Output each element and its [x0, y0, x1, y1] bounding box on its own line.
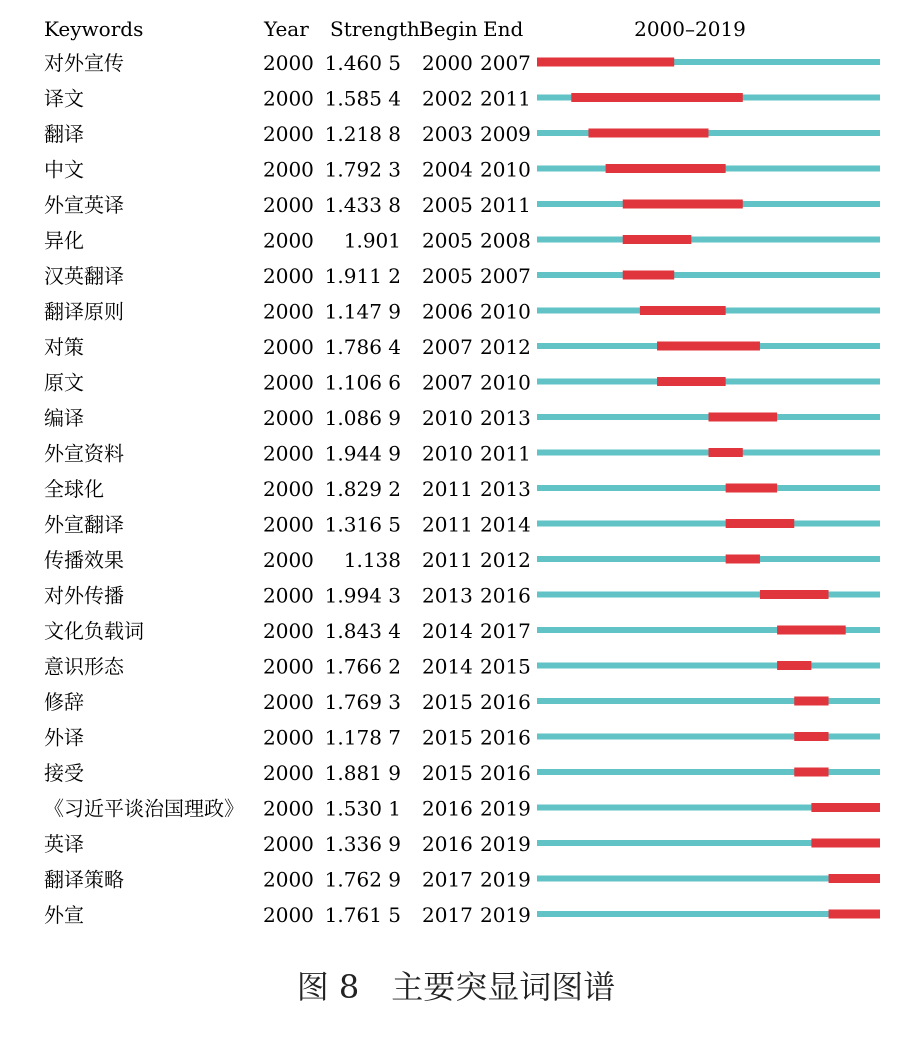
table-row: [44, 229, 880, 253]
row-strength: 1.433 8: [324, 193, 401, 217]
row-begin: 2015: [422, 690, 473, 714]
row-keyword: 原文: [44, 370, 84, 395]
row-keyword: 外宣英译: [44, 193, 124, 217]
row-year: 2000: [263, 477, 314, 501]
table-row: [44, 477, 880, 501]
row-end: 2011: [480, 86, 531, 111]
row-begin: 2017: [422, 903, 473, 927]
row-begin: 2013: [422, 583, 473, 608]
row-strength: 1.106 6: [324, 370, 401, 395]
burst-bar: [588, 129, 708, 138]
table-row: [44, 548, 880, 572]
burst-bar: [623, 271, 674, 280]
row-strength: 1.218 8: [324, 122, 401, 146]
timeline-bar: [537, 485, 880, 491]
table-row: [44, 619, 880, 643]
row-end: 2019: [480, 903, 531, 927]
row-year: 2000: [263, 796, 314, 821]
row-year: 2000: [263, 370, 314, 395]
row-end: 2010: [480, 299, 531, 324]
row-strength: 1.944 9: [324, 441, 401, 466]
row-end: 2016: [480, 690, 531, 714]
row-keyword: 修辞: [44, 690, 84, 714]
row-begin: 2005: [422, 193, 473, 217]
table-row: [44, 868, 880, 892]
row-year: 2000: [263, 441, 314, 466]
row-strength: 1.530 1: [324, 796, 401, 821]
row-year: 2000: [263, 654, 314, 679]
row-strength: 1.786 4: [324, 335, 401, 359]
row-year: 2000: [263, 690, 314, 714]
row-year: 2000: [263, 832, 314, 856]
row-strength: 1.138: [343, 548, 401, 572]
row-strength: 1.761 5: [324, 903, 401, 927]
row-begin: 2007: [422, 335, 473, 359]
row-year: 2000: [263, 583, 314, 608]
row-year: 2000: [263, 193, 314, 217]
burst-bar: [794, 732, 828, 741]
row-year: 2000: [263, 86, 314, 111]
row-end: 2019: [480, 796, 531, 821]
table-row: [44, 584, 880, 608]
row-end: 2019: [480, 832, 531, 856]
burst-bar: [811, 803, 880, 812]
burst-bar: [640, 306, 726, 315]
burst-bar: [811, 839, 880, 848]
burst-bar: [537, 58, 674, 67]
table-row: [44, 442, 880, 466]
row-begin: 2016: [422, 796, 473, 821]
row-begin: 2011: [422, 477, 473, 501]
row-keyword: 全球化: [44, 477, 104, 501]
timeline-bar: [537, 663, 880, 669]
row-keyword: 外宣翻译: [44, 512, 124, 537]
row-begin: 2010: [422, 406, 473, 430]
row-end: 2007: [480, 264, 531, 288]
row-keyword: 翻译原则: [44, 299, 124, 324]
table-row: [44, 264, 880, 288]
burst-bar: [709, 413, 778, 422]
row-end: 2016: [480, 761, 531, 785]
row-keyword: 英译: [44, 832, 84, 856]
row-end: 2012: [480, 548, 531, 572]
table-row: [44, 761, 880, 785]
table-row: [44, 726, 880, 750]
row-strength: 1.178 7: [324, 725, 401, 750]
row-begin: 2014: [422, 619, 473, 643]
row-end: 2011: [480, 193, 531, 217]
table-row: [44, 193, 880, 217]
header-end: End: [483, 17, 524, 41]
row-strength: 1.766 2: [324, 654, 401, 679]
row-begin: 2003: [422, 122, 473, 146]
burst-bar: [829, 874, 880, 883]
row-strength: 1.994 3: [324, 583, 401, 608]
timeline-bar: [537, 556, 880, 562]
row-strength: 1.336 9: [324, 832, 401, 856]
burst-bar: [606, 164, 726, 173]
row-year: 2000: [263, 548, 314, 572]
figure-caption: 图 8 主要突显词图谱: [296, 968, 616, 1006]
header-year: Year: [264, 17, 309, 41]
table-row: [44, 87, 880, 111]
row-year: 2000: [263, 335, 314, 359]
row-end: 2009: [480, 122, 531, 146]
row-strength: 1.316 5: [324, 512, 401, 537]
table-row: [44, 797, 880, 821]
row-begin: 2015: [422, 761, 473, 785]
row-begin: 2015: [422, 725, 473, 750]
row-strength: 1.147 9: [324, 299, 401, 324]
burst-bar: [777, 661, 811, 670]
timeline-bar: [537, 521, 880, 527]
row-strength: 1.881 9: [324, 761, 401, 785]
burst-bar: [829, 910, 880, 919]
row-strength: 1.086 9: [324, 406, 401, 430]
row-end: 2016: [480, 583, 531, 608]
timeline-bar: [537, 272, 880, 278]
row-year: 2000: [263, 157, 314, 182]
burst-bar: [760, 590, 829, 599]
table-row: [44, 655, 880, 679]
row-keyword: 文化负载词: [44, 619, 144, 643]
row-keyword: 外译: [44, 725, 84, 750]
row-year: 2000: [263, 264, 314, 288]
row-year: 2000: [263, 228, 314, 253]
row-keyword: 翻译: [44, 122, 84, 146]
row-keyword: 对策: [44, 335, 84, 359]
row-strength: 1.769 3: [324, 690, 401, 714]
burst-bar: [794, 768, 828, 777]
row-begin: 2000: [422, 51, 473, 75]
header-strength: Strength: [330, 17, 420, 41]
table-row: [44, 335, 880, 359]
burst-bar: [777, 626, 846, 635]
row-year: 2000: [263, 512, 314, 537]
row-strength: 1.792 3: [324, 157, 401, 182]
table-row: [44, 300, 880, 324]
row-keyword: 接受: [44, 761, 84, 785]
row-year: 2000: [263, 51, 314, 75]
burst-bar: [657, 342, 760, 351]
table-row: [44, 158, 880, 182]
row-keyword: 《习近平谈治国理政》: [44, 796, 244, 821]
row-begin: 2016: [422, 832, 473, 856]
row-begin: 2010: [422, 441, 473, 466]
row-year: 2000: [263, 619, 314, 643]
table-row: [44, 690, 880, 714]
burst-bar: [657, 377, 726, 386]
row-keyword: 外宣资料: [44, 441, 124, 466]
row-year: 2000: [263, 725, 314, 750]
row-end: 2013: [480, 477, 531, 501]
row-year: 2000: [263, 122, 314, 146]
table-row: [44, 513, 880, 537]
burst-bar: [709, 448, 743, 457]
row-strength: 1.762 9: [324, 867, 401, 892]
burst-bar: [726, 519, 795, 528]
header-range: 2000–2019: [634, 17, 746, 41]
table-row: [44, 406, 880, 430]
burst-bar: [726, 555, 760, 564]
row-begin: 2002: [422, 86, 473, 111]
table-row: [44, 903, 880, 927]
row-end: 2010: [480, 370, 531, 395]
row-keyword: 编译: [44, 406, 84, 430]
burst-bar: [726, 484, 777, 493]
burst-bar: [794, 697, 828, 706]
row-end: 2014: [480, 512, 531, 537]
burst-bar: [623, 235, 692, 244]
row-keyword: 中文: [44, 157, 84, 182]
timeline-bar: [537, 237, 880, 243]
table-row: [44, 371, 880, 395]
row-begin: 2004: [422, 157, 473, 182]
header-begin: Begin: [419, 17, 478, 41]
row-year: 2000: [263, 867, 314, 892]
header-keywords: Keywords: [44, 17, 144, 41]
row-strength: 1.829 2: [324, 477, 401, 501]
row-begin: 2005: [422, 228, 473, 253]
row-strength: 1.585 4: [324, 86, 401, 111]
row-end: 2010: [480, 157, 531, 182]
row-keyword: 翻译策略: [44, 867, 124, 892]
row-begin: 2007: [422, 370, 473, 395]
row-keyword: 对外传播: [44, 583, 124, 608]
burst-bar: [623, 200, 743, 209]
row-begin: 2006: [422, 299, 473, 324]
row-year: 2000: [263, 903, 314, 927]
row-begin: 2011: [422, 548, 473, 572]
row-strength: 1.901: [343, 228, 401, 253]
row-strength: 1.843 4: [324, 619, 401, 643]
row-end: 2011: [480, 441, 531, 466]
row-keyword: 异化: [44, 228, 84, 253]
row-keyword: 传播效果: [44, 548, 124, 572]
row-begin: 2017: [422, 867, 473, 892]
row-year: 2000: [263, 761, 314, 785]
row-end: 2017: [480, 619, 531, 643]
table-row: [44, 832, 880, 856]
table-row: [44, 51, 880, 75]
row-strength: 1.911 2: [324, 264, 401, 288]
row-year: 2000: [263, 299, 314, 324]
row-end: 2007: [480, 51, 531, 75]
row-begin: 2011: [422, 512, 473, 537]
table-row: [44, 122, 880, 146]
row-begin: 2014: [422, 654, 473, 679]
row-keyword: 译文: [44, 86, 84, 111]
row-keyword: 意识形态: [44, 654, 124, 679]
row-end: 2016: [480, 725, 531, 750]
row-keyword: 对外宣传: [44, 51, 124, 75]
row-end: 2013: [480, 406, 531, 430]
burst-bar: [571, 93, 743, 102]
row-end: 2008: [480, 228, 531, 253]
row-begin: 2005: [422, 264, 473, 288]
row-keyword: 外宣: [44, 903, 84, 927]
row-end: 2019: [480, 867, 531, 892]
row-strength: 1.460 5: [324, 51, 401, 75]
row-end: 2015: [480, 654, 531, 679]
row-keyword: 汉英翻译: [44, 264, 124, 288]
row-year: 2000: [263, 406, 314, 430]
row-end: 2012: [480, 335, 531, 359]
